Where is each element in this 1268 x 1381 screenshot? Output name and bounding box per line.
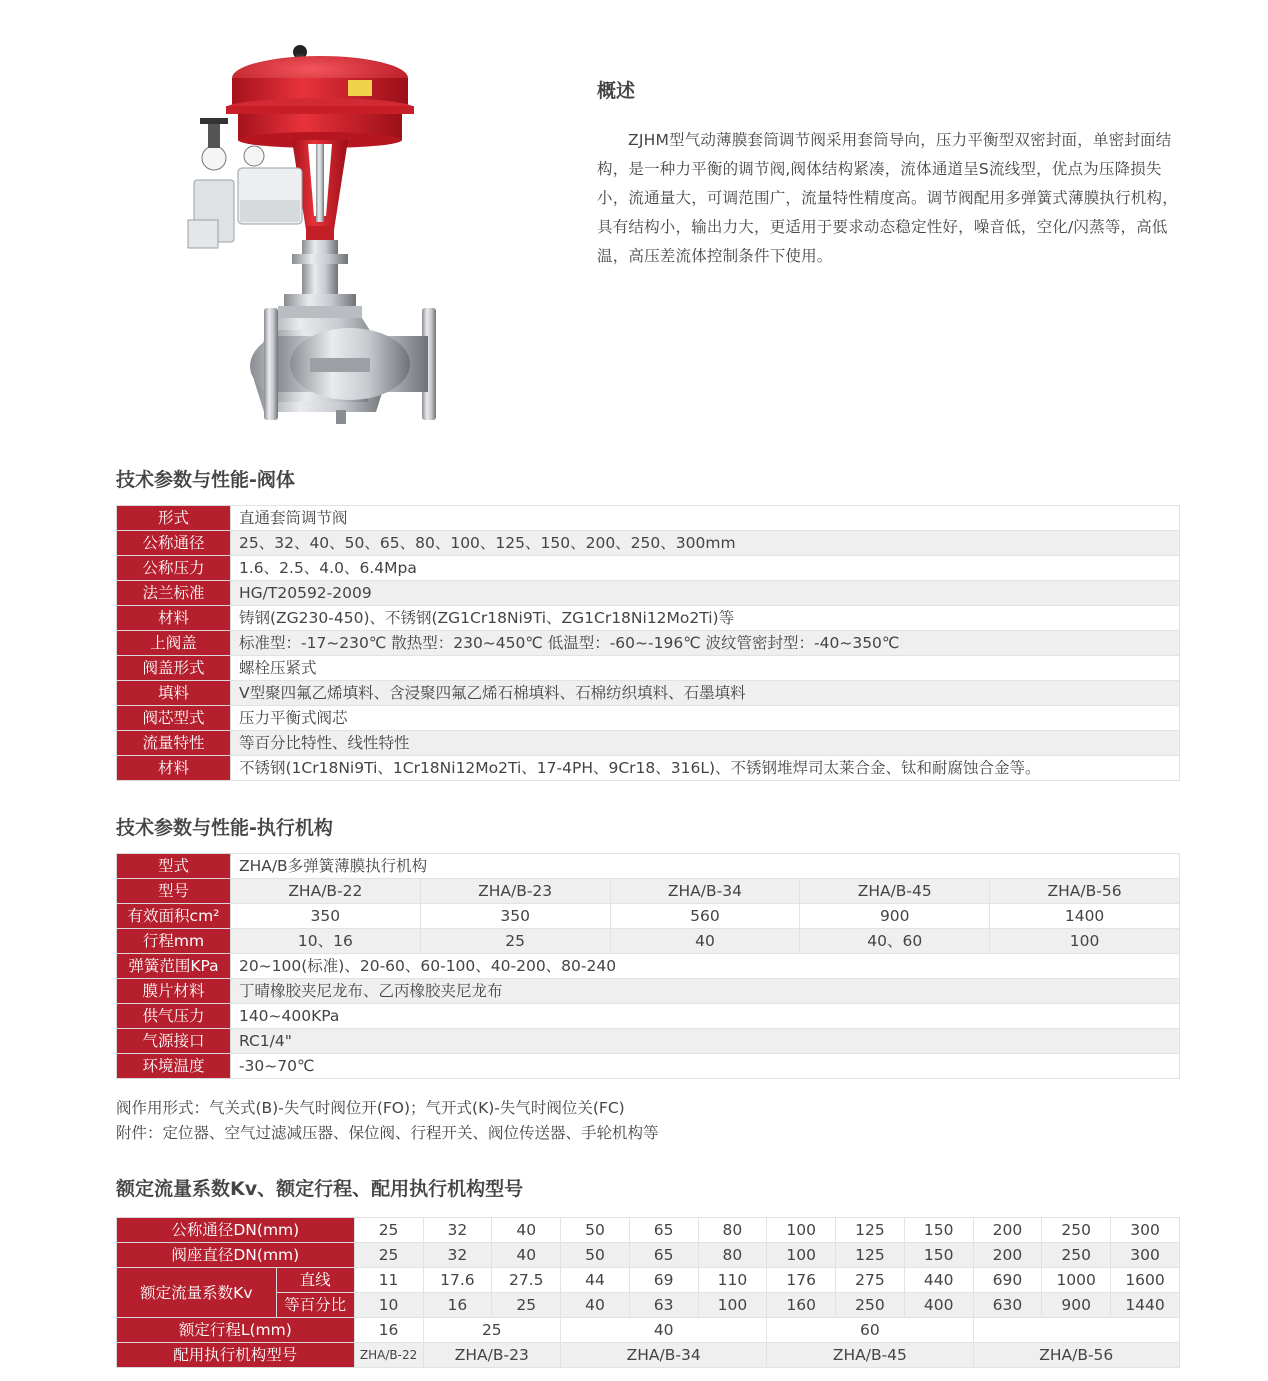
row-label: 形式 [117,506,231,531]
value-cell: 125 [836,1243,905,1268]
body-spec-table [116,505,1180,781]
kv-table [116,1217,1180,1368]
row-value: RC1/4" [230,1029,1179,1054]
model-cell: ZHA/B-23 [420,879,610,904]
table-row [117,506,1180,531]
value-cell: 25 [354,1218,423,1243]
row-label: 型号 [117,879,231,904]
value-cell: 32 [423,1243,492,1268]
model-cell: ZHA/B-22 [230,879,420,904]
stroke-cell: 16 [354,1318,423,1343]
value-cell: 69 [629,1268,698,1293]
row-label: 上阀盖 [117,631,231,656]
value-cell: 176 [767,1268,836,1293]
table-row [117,1243,1180,1268]
value-cell: 1600 [1111,1268,1180,1293]
table-row [117,854,1180,879]
value-cell: 80 [698,1218,767,1243]
area-cell: 560 [610,904,800,929]
row-label: 法兰标准 [117,581,231,606]
row-label: 填料 [117,681,231,706]
value-cell: 1440 [1111,1293,1180,1318]
stroke-cell: 60 [767,1318,973,1343]
value-cell: 40 [492,1218,561,1243]
value-cell: 32 [423,1218,492,1243]
kv-section-title: 额定流量系数Kv、额定行程、配用执行机构型号 [116,1178,524,1200]
table-row [117,1218,1180,1243]
area-cell: 1400 [990,904,1180,929]
row-label: 阀座直径DN(mm) [117,1243,355,1268]
value-cell: 65 [629,1218,698,1243]
table-row [117,581,1180,606]
stroke-cell: 25 [420,929,610,954]
row-label: 材料 [117,756,231,781]
row-value: 压力平衡式阀芯 [231,706,1180,731]
value-cell: 690 [973,1268,1042,1293]
table-row [117,531,1180,556]
table-row [117,1293,1180,1318]
value-cell: 40 [561,1293,630,1318]
value-cell: 250 [836,1293,905,1318]
value-cell: 275 [836,1268,905,1293]
row-value: 螺栓压紧式 [231,656,1180,681]
stroke-cell: 40 [561,1318,767,1343]
control-valve-image [180,40,480,440]
row-value: 不锈钢(1Cr18Ni9Ti、1Cr18Ni12Mo2Ti、17-4PH、9Cr18、316L)、不锈钢堆焊司太莱合金、钛和耐腐蚀合金等。 [231,756,1180,781]
row-value: 丁晴橡胶夹尼龙布、乙丙橡胶夹尼龙布 [230,979,1179,1004]
table-row [117,731,1180,756]
value-cell: 44 [561,1268,630,1293]
value-cell: 27.5 [492,1268,561,1293]
value-cell: 400 [904,1293,973,1318]
row-label: 公称压力 [117,556,231,581]
overview-title: 概述 [597,80,636,102]
row-value: 直通套筒调节阀 [231,506,1180,531]
row-label: 膜片材料 [117,979,231,1004]
model-cell: ZHA/B-56 [990,879,1180,904]
actuator-cell: ZHA/B-45 [767,1343,973,1368]
actuator-cell: ZHA/B-22 [354,1343,423,1368]
value-cell: 160 [767,1293,836,1318]
row-label: 配用执行机构型号 [117,1343,355,1368]
row-label: 行程mm [117,929,231,954]
value-cell: 50 [561,1218,630,1243]
row-value: 140~400KPa [230,1004,1179,1029]
stroke-cell: 40 [610,929,800,954]
value-cell: 40 [492,1243,561,1268]
table-row [117,1004,1180,1029]
value-cell: 16 [423,1293,492,1318]
row-label: 型式 [117,854,231,879]
value-cell: 300 [1111,1243,1180,1268]
value-cell: 50 [561,1243,630,1268]
value-cell: 900 [1042,1293,1111,1318]
stroke-cell: 10、16 [230,929,420,954]
value-cell: 11 [354,1268,423,1293]
table-row [117,656,1180,681]
overview-text: ZJHM型气动薄膜套筒调节阀采用套筒导向，压力平衡型双密封面，单密封面结构，是一种力平衡的调节阀,阀体结构紧凑，流体通道呈S流线型，优点为压降损失小，流通量大，可调范围广，流量特性精度高。调节阀配用多弹簧式薄膜执行机构，具有结构小，输出力大，更适用于要求动态稳定性好，噪音低，空化/闪蒸等，高低温，高压差流体控制条件下使用。 [597,131,1178,265]
row-value: 标准型：-17~230℃ 散热型：230~450℃ 低温型：-60~-196℃ 波纹管密封型：-40~350℃ [231,631,1180,656]
value-cell: 25 [354,1243,423,1268]
table-row [117,929,1180,954]
actuator-section-title: 技术参数与性能-执行机构 [116,817,333,839]
stroke-cell: 25 [423,1318,561,1343]
actuator-cell: ZHA/B-56 [973,1343,1179,1368]
table-row [117,1318,1180,1343]
action-note: 阀作用形式：气关式(B)-失气时阀位开(FO)；气开式(K)-失气时阀位关(FC) [116,1099,625,1117]
row-value: 1.6、2.5、4.0、6.4Mpa [231,556,1180,581]
table-row [117,954,1180,979]
area-cell: 900 [800,904,990,929]
table-row [117,904,1180,929]
model-cell: ZHA/B-45 [800,879,990,904]
table-row [117,979,1180,1004]
table-row [117,631,1180,656]
row-label: 流量特性 [117,731,231,756]
table-row [117,1268,1180,1293]
row-value: 铸钢(ZG230-450)、不锈钢(ZG1Cr18Ni9Ti、ZG1Cr18Ni12Mo2Ti)等 [231,606,1180,631]
value-cell: 125 [836,1218,905,1243]
value-cell: 17.6 [423,1268,492,1293]
row-label: 阀芯型式 [117,706,231,731]
row-value: -30~70℃ [230,1054,1179,1079]
table-row [117,706,1180,731]
value-cell: 100 [767,1218,836,1243]
table-row [117,1029,1180,1054]
area-cell: 350 [230,904,420,929]
row-value: V型聚四氟乙烯填料、含浸聚四氟乙烯石棉填料、石棉纺织填料、石墨填料 [231,681,1180,706]
value-cell: 80 [698,1243,767,1268]
row-label: 额定行程L(mm) [117,1318,355,1343]
value-cell: 150 [904,1218,973,1243]
row-label: 公称通径 [117,531,231,556]
table-row [117,1054,1180,1079]
table-row [117,556,1180,581]
actuator-spec-table [116,853,1180,1079]
value-cell: 10 [354,1293,423,1318]
actuator-cell: ZHA/B-34 [561,1343,767,1368]
actuator-cell: ZHA/B-23 [423,1343,561,1368]
model-cell: ZHA/B-34 [610,879,800,904]
value-cell: 250 [1042,1243,1111,1268]
table-row [117,606,1180,631]
table-row [117,879,1180,904]
row-label: 等百分比 [276,1293,354,1318]
row-label: 气源接口 [117,1029,231,1054]
value-cell: 100 [698,1293,767,1318]
row-label: 材料 [117,606,231,631]
body-section-title: 技术参数与性能-阀体 [116,469,295,491]
row-label: 环境温度 [117,1054,231,1079]
row-label: 公称通径DN(mm) [117,1218,355,1243]
value-cell: 630 [973,1293,1042,1318]
row-label: 阀盖形式 [117,656,231,681]
area-cell: 350 [420,904,610,929]
row-label: 直线 [276,1268,354,1293]
value-cell: 440 [904,1268,973,1293]
row-label: 弹簧范围KPa [117,954,231,979]
row-value: 25、32、40、50、65、80、100、125、150、200、250、300mm [231,531,1180,556]
stroke-cell: 40、60 [800,929,990,954]
value-cell: 150 [904,1243,973,1268]
value-cell: 200 [973,1243,1042,1268]
value-cell: 100 [767,1243,836,1268]
table-row [117,1343,1180,1368]
value-cell: 250 [1042,1218,1111,1243]
stroke-cell [973,1318,1179,1343]
value-cell: 65 [629,1243,698,1268]
row-value: ZHA/B多弹簧薄膜执行机构 [230,854,1179,879]
stroke-cell: 100 [990,929,1180,954]
value-cell: 63 [629,1293,698,1318]
accessory-note: 附件：定位器、空气过滤减压器、保位阀、行程开关、阀位传送器、手轮机构等 [116,1124,659,1142]
table-row [117,681,1180,706]
row-label: 供气压力 [117,1004,231,1029]
row-value: 20~100(标准)、20-60、60-100、40-200、80-240 [230,954,1179,979]
row-label: 有效面积cm² [117,904,231,929]
value-cell: 200 [973,1218,1042,1243]
table-row [117,756,1180,781]
value-cell: 110 [698,1268,767,1293]
kv-label: 额定流量系数Kv [117,1268,277,1318]
value-cell: 1000 [1042,1268,1111,1293]
row-value: HG/T20592-2009 [231,581,1180,606]
value-cell: 300 [1111,1218,1180,1243]
value-cell: 25 [492,1293,561,1318]
row-value: 等百分比特性、线性特性 [231,731,1180,756]
